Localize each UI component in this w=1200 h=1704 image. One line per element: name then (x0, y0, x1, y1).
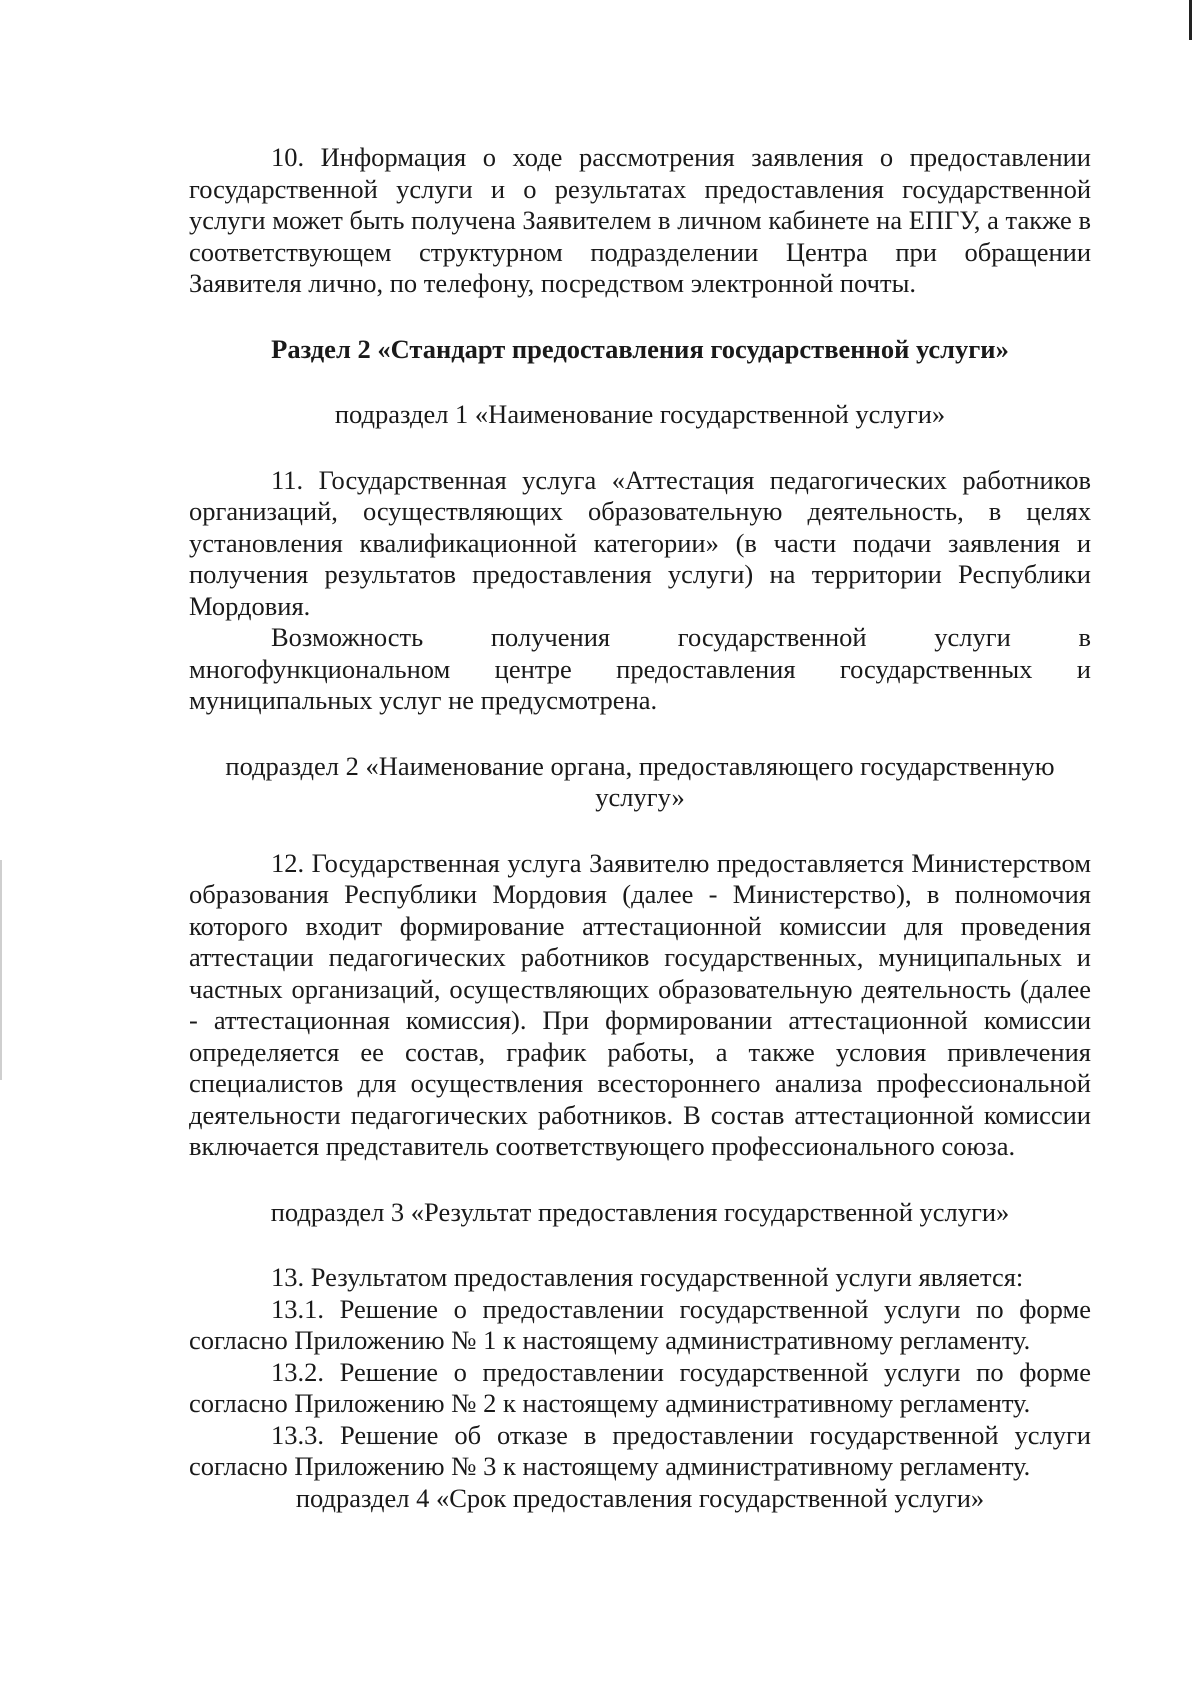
paragraph-13-1: 13.1. Решение о предоставлении государственной услуги по форме согласно Приложению № 1 к настоящему административному регламенту. (189, 1293, 1091, 1355)
paragraph-10: 10. Информация о ходе рассмотрения заявления о предоставлении государственной услуги и о результатах предоставления государственной услуги может быть получена Заявителем в личном кабинете на ЕПГУ, а также в соответствующем структурном подразделении Центра при обращении Заявителя лично, по телефону, посредством электронной почты. (189, 142, 1091, 298)
subsection-3-heading: подраздел 3 «Результат предоставления государственной услуги» (270, 1196, 1010, 1227)
subsection-1-heading: подраздел 1 «Наименование государственной услуги» (334, 399, 946, 429)
paragraph-13-3: 13.3. Решение об отказе в предоставлении государственной услуги согласно Приложению № 3 к настоящему административному регламенту. (189, 1419, 1091, 1481)
subsection-2-heading: подраздел 2 «Наименование органа, предоставляющего государственную услугу» (225, 750, 1055, 812)
scan-edge-mark (1189, 0, 1192, 40)
paragraph-12: 12. Государственная услуга Заявителю предоставляется Министерством образования Республики Мордовия (далее - Министерство), в полномочия которого входит формирование аттестационной комиссии для проведения аттестации педагогических работников государственных, муниципальных и частных организаций, осуществляющих образовательную деятельность (далее - аттестационная комиссия). При формировании аттестационной комиссии определяется ее состав, график работы, а также условия привлечения специалистов для осуществления всестороннего анализа профессиональной деятельности педагогических работников. В состав аттестационной комиссии включается представитель соответствующего профессионального союза. (189, 847, 1091, 1161)
scan-edge-mark-left (0, 860, 2, 1080)
paragraph-11-continued: Возможность получения государственной услуги в многофункциональном центре предоставления государственных и муниципальных услуг не предусмотрена. (189, 622, 1091, 715)
document-page (189, 142, 1091, 1514)
paragraph-11: 11. Государственная услуга «Аттестация педагогических работников организаций, осуществляющих образовательную деятельность, в целях установления квалификационной категории» (в части подачи заявления и получения результатов предоставления услуги) на территории Республики Мордовия. (189, 464, 1091, 621)
subsection-4-heading: подраздел 4 «Срок предоставления государственной услуги» (295, 1482, 985, 1513)
paragraph-13: 13. Результатом предоставления государственной услуги является: (271, 1262, 1024, 1292)
section-2-heading: Раздел 2 «Стандарт предоставления государственной услуги» (271, 333, 1009, 364)
paragraph-13-2: 13.2. Решение о предоставлении государственной услуги по форме согласно Приложению № 2 к настоящему административному регламенту. (189, 1356, 1091, 1418)
